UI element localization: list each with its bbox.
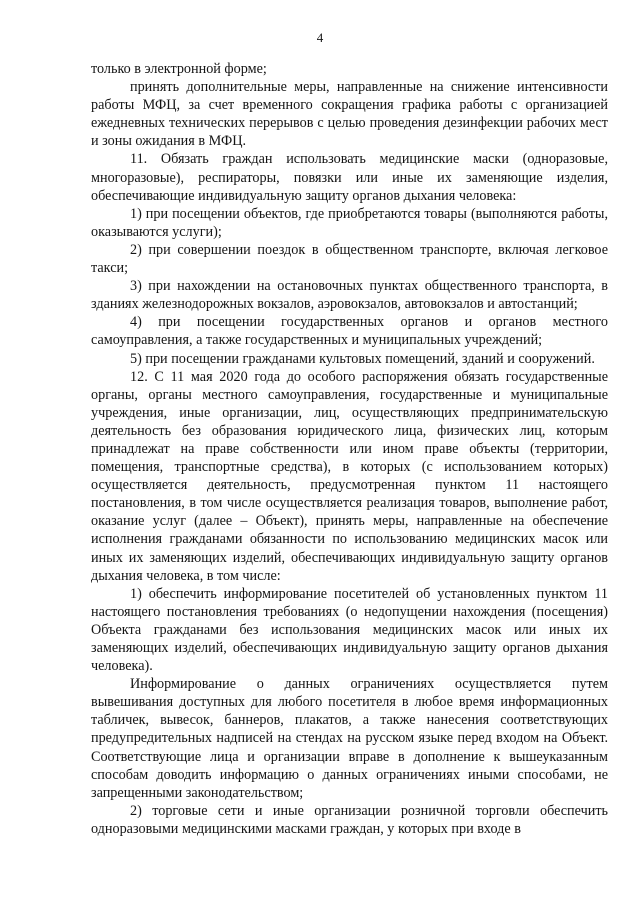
page-number: 4 — [316, 30, 324, 45]
list-item: 1) обеспечить информирование посетителей об установленных пунктом 11 настоящего постановления требованиях (о недопущении нахождения (посещения) Объекта гражданами без использования медицинских масок или иных их заменяющих изделий, обеспечивающих индивидуальную защиту органов дыхания человека). — [91, 585, 608, 675]
list-item: 5) при посещении гражданами культовых помещений, зданий и сооружений. — [130, 350, 595, 367]
list-item: 2) торговые сети и иные организации розничной торговли обеспечить одноразовыми медицинскими масками граждан, у которых при входе в — [91, 802, 608, 837]
document-body — [91, 60, 608, 838]
paragraph: принять дополнительные меры, направленные на снижение интенсивности работы МФЦ, за счет временного сокращения графика работы с организацией ежедневных технических перерывов с целью проведения дезинфекции рабочих мест и зоны ожидания в МФЦ. — [91, 79, 608, 150]
paragraph-item-11: 11. Обязать граждан использовать медицинские маски (одноразовые, многоразовые), респираторы, повязки или иные их заменяющие изделия, обеспечивающие индивидуальную защиту органов дыхания человека: — [91, 151, 608, 204]
paragraph: только в электронной форме; — [91, 61, 267, 77]
list-item: 3) при нахождении на остановочных пунктах общественного транспорта, в зданиях железнодорожных вокзалов, аэровокзалов, автовокзалов и автостанций; — [91, 278, 608, 313]
list-item: 1) при посещении объектов, где приобретаются товары (выполняются работы, оказываются услуги); — [91, 205, 608, 240]
list-item: 2) при совершении поездок в общественном транспорте, включая легковое такси; — [91, 241, 608, 277]
list-item: 4) при посещении государственных органов и органов местного самоуправления, а также государственных и муниципальных учреждений; — [91, 314, 608, 349]
paragraph-item-12: 12. С 11 мая 2020 года до особого распоряжения обязать государственные органы, органы местного самоуправления, государственные и муниципальные учреждения, иные организации, лиц, осуществляющих предпринимательскую деятельность без образования юридического лица, физических лиц, которым принадлежат на праве собственности или ином праве объекты (территории, помещения, транспортные средства), в которых (с использованием которых) осуществляется деятельность, предусмотренная пунктом 11 настоящего постановления, в том числе осуществляется реализация товаров, выполнение работ, оказание услуг (далее – Объект), принять меры, направленные на обеспечение исполнения гражданами обязанности по использованию медицинских масок или иных их заменяющих изделий, обеспечивающих индивидуальную защиту органов дыхания человека, в том числе: — [91, 368, 608, 584]
paragraph: Информирование о данных ограничениях осуществляется путем вывешивания доступных для любого посетителя в любое время информационных табличек, вывесок, баннеров, плакатов, а также нанесения соответствующих предупредительных надписей на стендах на русском языке перед входом на Объект. Соответствующие лица и организации вправе в дополнение к вышеуказанным способам доводить информацию о данных ограничениях иными способами, не запрещенными законодательством; — [91, 676, 608, 801]
